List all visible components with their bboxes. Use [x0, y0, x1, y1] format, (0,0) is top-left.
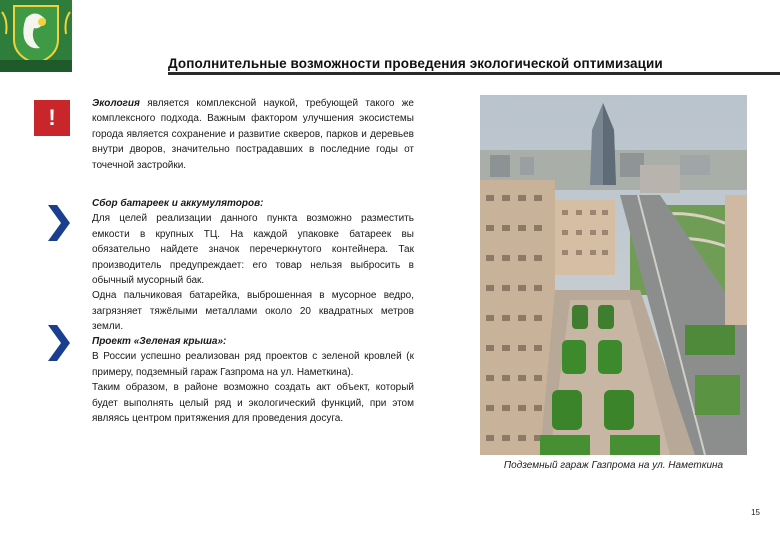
- ecology-text: является комплексной наукой, требующей такого же комплексного подхода. Важным фактором улучшения экосистемы города является сохранение и развитие скверов, парков и деревьев внутри дворов, значительно пострадавших в последние годы от точечной застройки.: [92, 98, 414, 171]
- ecology-heading: Экология: [92, 98, 140, 109]
- batteries-section: [92, 196, 414, 335]
- ecology-section: [92, 96, 414, 173]
- batteries-heading: Сбор батареек и аккумуляторов: [92, 198, 261, 209]
- chevron-right-icon: [44, 323, 72, 363]
- batteries-paragraph-1: Для целей реализации данного пункта возможно разместить емкости в крупных ТЦ. На каждой упаковке батареек вы обязательно найдете значок перечеркнутого контейнера. Так производитель предупреждает: его товар нельзя выбросить в обычный мусорный бак.: [92, 213, 414, 287]
- photo-caption: Подземный гараж Газпрома на ул. Наметкина: [503, 460, 724, 471]
- district-coat-of-arms-logo: [0, 0, 72, 72]
- green-roof-section: [92, 334, 414, 426]
- chevron-right-icon: [44, 203, 72, 243]
- logo-banner: [0, 60, 72, 72]
- batteries-heading-line: [92, 196, 414, 211]
- green-roof-heading-suffix: :: [223, 336, 227, 347]
- page-number: 15: [751, 508, 760, 517]
- photo-illustration: [480, 95, 747, 455]
- exclamation-icon: !: [34, 100, 70, 136]
- ecology-paragraph: [92, 96, 414, 173]
- green-roof-paragraph-1: В России успешно реализован ряд проектов с зеленой кровлей (к примеру, подземный гараж Газпрома на ул. Наметкина).: [92, 351, 414, 378]
- page-title: Дополнительные возможности проведения экологической оптимизации: [168, 56, 663, 71]
- green-roof-heading: Проект «Зеленая крыша»: [92, 336, 224, 347]
- batteries-paragraph-2: Одна пальчиковая батарейка, выброшенная в мусорное ведро, загрязняет тяжёлыми металлами около 20 квадратных метров земли.: [92, 290, 414, 333]
- green-roof-heading-line: [92, 334, 414, 349]
- batteries-heading-suffix: :: [260, 198, 264, 209]
- gazprom-garage-photo: [480, 95, 747, 455]
- header-divider: [168, 72, 780, 75]
- green-roof-paragraph-2: Таким образом, в районе возможно создать акт объект, который будет выполнять целый ряд и экологический функций, при этом являясь центром притяжения для проведения досуга.: [92, 382, 414, 425]
